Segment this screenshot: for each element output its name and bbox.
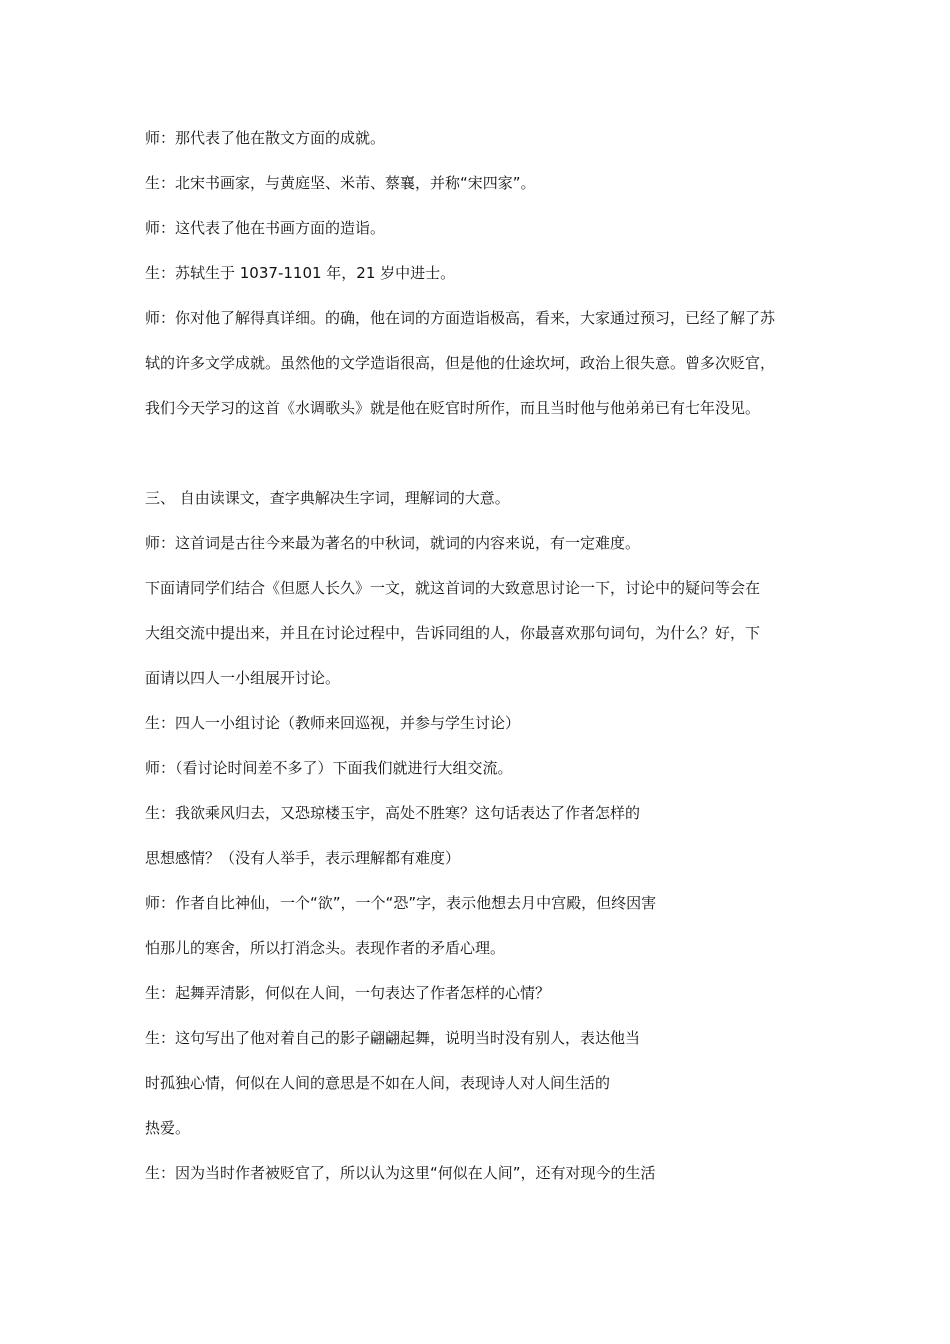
text-line: 生：起舞弄清影，何似在人间，一句表达了作者怎样的心情？ xyxy=(145,984,551,1002)
text-line: 生：苏轼生于 1037-1101 年，21 岁中进士。 xyxy=(145,264,456,282)
text-line: 生：北宋书画家，与黄庭坚、米芾、蔡襄，并称“宋四家”。 xyxy=(145,174,536,192)
text-line: 我们今天学习的这首《水调歌头》就是他在贬官时所作，而且当时他与他弟弟已有七年没见。 xyxy=(145,399,761,417)
text-line: 师：（看讨论时间差不多了）下面我们就进行大组交流。 xyxy=(145,759,513,777)
text-line: 师：这首词是古往今来最为著名的中秋词，就词的内容来说，有一定难度。 xyxy=(145,534,641,552)
text-line: 下面请同学们结合《但愿人长久》一文，就这首词的大致意思讨论一下，讨论中的疑问等会在 xyxy=(145,579,761,597)
text-line: 热爱。 xyxy=(145,1119,191,1137)
text-line: 师：你对他了解得真详细。的确，他在词的方面造诣极高，看来，大家通过预习，已经了解了苏 xyxy=(145,309,776,327)
text-line: 面请以四人一小组展开讨论。 xyxy=(145,669,341,687)
text-line: 生：因为当时作者被贬官了，所以认为这里“何似在人间”，还有对现今的生活 xyxy=(145,1164,656,1182)
text-line: 师：这代表了他在书画方面的造诣。 xyxy=(145,219,386,237)
text-line: 思想感情？（没有人举手，表示理解都有难度） xyxy=(145,849,461,867)
section-heading: 三、 自由读课文，查字典解决生字词，理解词的大意。 xyxy=(145,489,510,507)
text-line: 轼的许多文学成就。虽然他的文学造诣很高，但是他的仕途坎坷，政治上很失意。曾多次贬官， xyxy=(145,354,776,372)
text-line: 时孤独心情，何似在人间的意思是不如在人间，表现诗人对人间生活的 xyxy=(145,1074,611,1092)
text-line: 大组交流中提出来，并且在讨论过程中，告诉同组的人，你最喜欢那句词句，为什么？好，下 xyxy=(145,624,761,642)
text-line: 怕那儿的寒舍，所以打消念头。表现作者的矛盾心理。 xyxy=(145,939,506,957)
text-line: 生：这句写出了他对着自己的影子翩翩起舞，说明当时没有别人，表达他当 xyxy=(145,1029,641,1047)
text-line: 师：那代表了他在散文方面的成就。 xyxy=(145,129,386,147)
text-line: 生：四人一小组讨论（教师来回巡视，并参与学生讨论） xyxy=(145,714,521,732)
text-line: 生：我欲乘风归去，又恐琼楼玉宇，高处不胜寒？这句话表达了作者怎样的 xyxy=(145,804,641,822)
text-line: 师：作者自比神仙，一个“欲”，一个“恐”字，表示他想去月中宫殿，但终因害 xyxy=(145,894,657,912)
